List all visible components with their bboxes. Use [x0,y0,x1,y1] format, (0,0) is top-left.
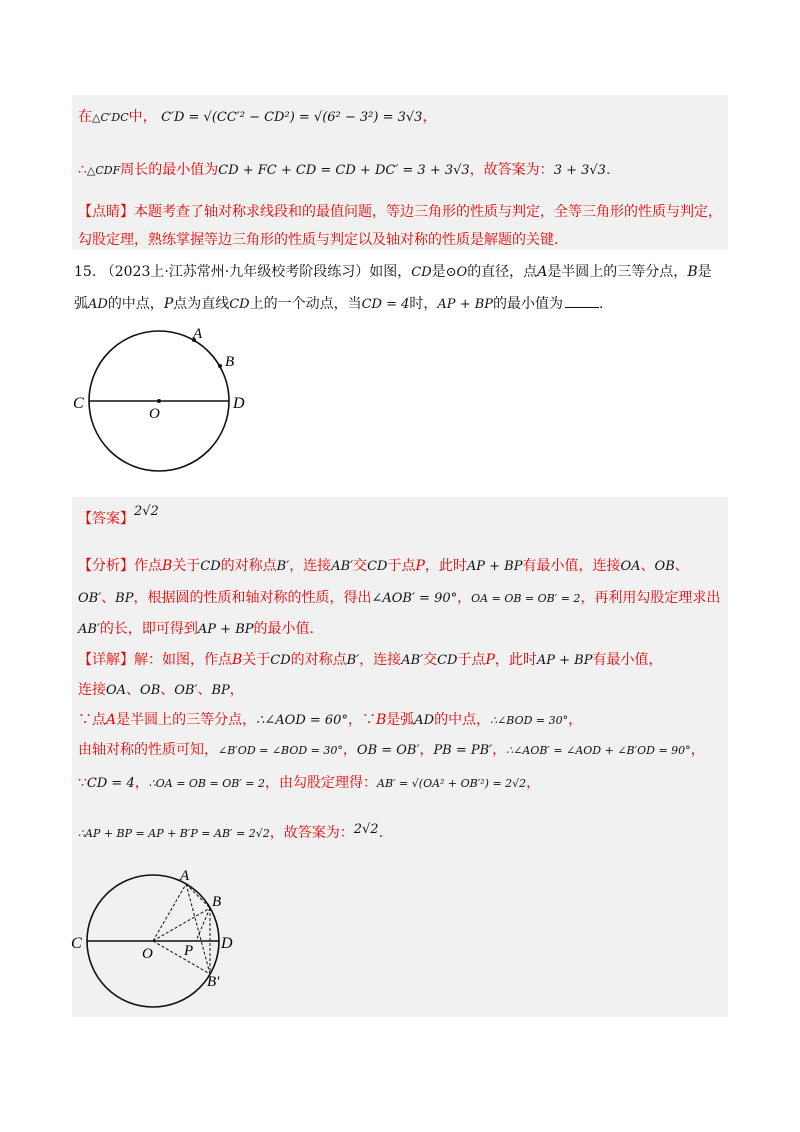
answer-line: 【答案】2√2 [78,504,159,527]
label-b: B [212,894,222,910]
label-d: D [221,935,233,952]
segment-oa [153,884,186,941]
figure-1-circle-diagram [70,326,260,476]
answer-blank [565,307,599,308]
detail-line-2: 连接OA、OB、OB′、BP， [78,682,244,698]
point-o [157,399,161,403]
segment-ob [153,908,210,941]
analysis-line-3: AB′的长，即可得到AP + BP的最小值. [78,621,314,637]
label-b: B [225,354,235,370]
label-p: P [184,943,194,959]
top-line-2: ∴△CDF周长的最小值为CD + FC + CD = CD + DC′ = 3 + 3√3，故答案为：3 + 3√3. [78,162,611,178]
label-o: O [142,946,153,962]
label-d: D [233,395,245,412]
label-o: O [149,406,160,422]
detail-line-5: ∵CD = 4，∴OA = OB = OB′ = 2，由勾股定理得：AB′ = √(OA² + OB′²) = 2√2， [78,775,541,791]
analysis-line-2: OB′、BP，根据圆的性质和轴对称的性质，得出∠AOB′ = 90°，OA = OB = OB′ = 2，再利用勾股定理求出 [78,590,721,606]
question-line-1: 15. （2023上·江苏常州·九年级校考阶段练习）如图，CD是⊙O的直径，点A是半圆上的三等分点，B是 [74,264,712,280]
segment-ab-prime [186,884,210,974]
comment-line-1: 【点睛】本题考查了轴对称求线段和的最值问题，等边三角形的性质与判定，全等三角形的性质与判定， [78,204,722,220]
comment-line-2: 勾股定理，熟练掌握等边三角形的性质与判定以及轴对称的性质是解题的关键. [78,232,559,248]
detail-line-3: ∵点A是半圆上的三等分点，∴∠AOD = 60°，∵B是弧AD的中点，∴∠BOD = 30°， [78,712,583,728]
top-line-1: 在△C′DC中， C′D = √(CC′² − CD²) = √(6² − 3²) = 3√3， [78,109,437,125]
segment-ob-prime [153,941,210,974]
label-c: C [71,935,82,952]
figure-2-circle-diagram [70,866,250,1016]
label-c: C [73,395,84,412]
point-b [218,364,222,368]
label-a: A [180,868,190,884]
question-line-2: 弧AD的中点，P点为直线CD上的一个动点，当CD = 4时，AP + BP的最小值为 . [74,296,604,312]
detail-line-4: 由轴对称的性质可知，∠B′OD = ∠BOD = 30°，OB = OB′，PB = PB′，∴∠AOB′ = ∠AOD + ∠B′OD = 90°， [78,742,705,758]
label-a: A [193,326,203,342]
segment-bp [196,908,210,941]
label-b-prime: B′ [207,974,220,990]
analysis-line-1: 【分析】作点B关于CD的对称点B′，连接AB′交CD于点P，此时AP + BP有最小值，连接OA、OB、 [78,558,689,574]
detail-line-1: 【详解】解：如图，作点B关于CD的对称点B′，连接AB′交CD于点P，此时AP + BP有最小值， [78,652,663,668]
detail-line-6: ∴AP + BP = AP + B′P = AB′ = 2√2，故答案为：2√2. [78,822,384,841]
